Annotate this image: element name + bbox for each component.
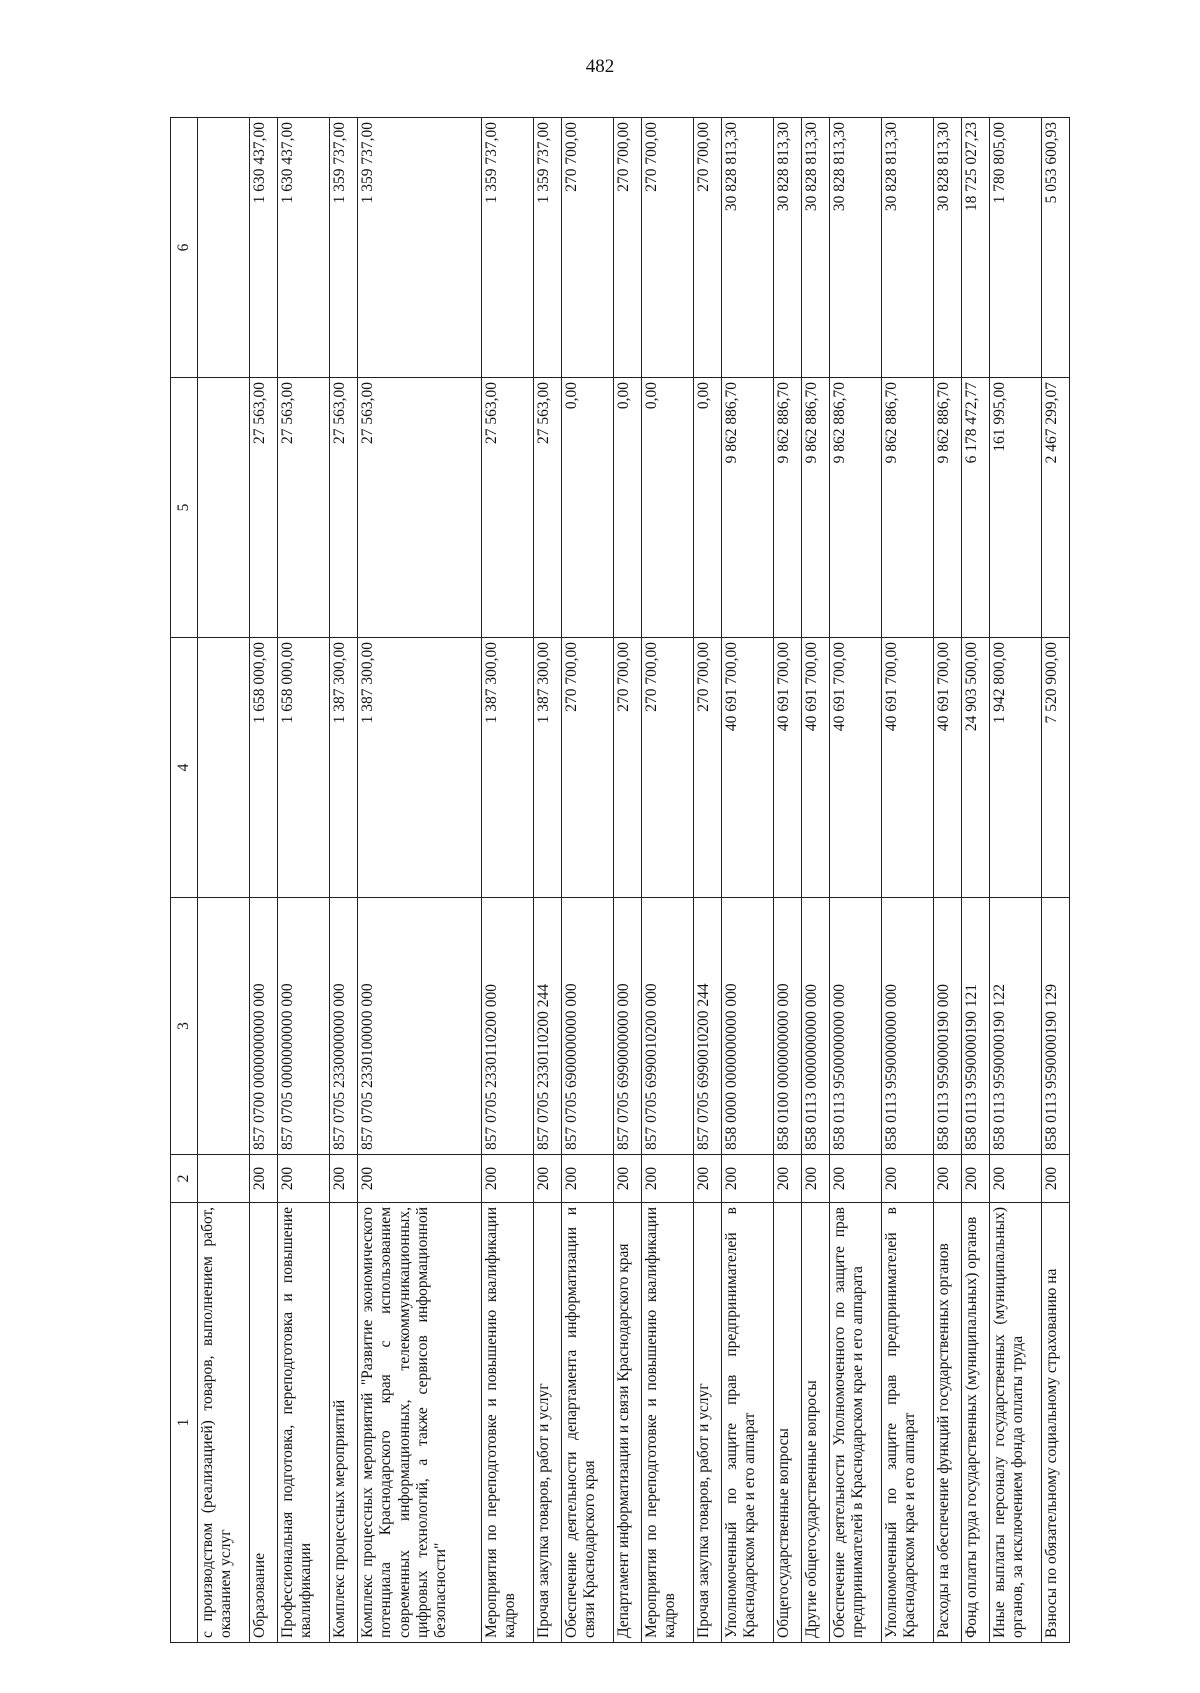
header-col-3: 3	[171, 898, 198, 1155]
row-unexecuted-cell: 1 359 737,00	[329, 118, 357, 378]
row-code-cell: 200	[989, 1155, 1041, 1203]
row-unexecuted-cell: 1 359 737,00	[482, 118, 534, 378]
row-code-cell	[198, 1155, 250, 1203]
row-kbk-cell: 858 0113 0000000000 000	[801, 898, 829, 1155]
table-row	[198, 118, 250, 1643]
row-approved-cell	[198, 638, 250, 898]
row-name-cell: с производством (реализацией) товаров, выполнением работ, оказанием услуг	[198, 1203, 250, 1643]
row-name-cell: Уполномоченный по защите прав предпринимателей в Краснодарском крае и его аппарат	[881, 1203, 933, 1643]
table-row	[641, 118, 693, 1643]
row-code-cell: 200	[614, 1155, 642, 1203]
row-unexecuted-cell: 30 828 813,30	[933, 118, 961, 378]
row-kbk-cell	[198, 898, 250, 1155]
row-code-cell: 200	[801, 1155, 829, 1203]
row-kbk-cell: 858 0113 9590000000 000	[881, 898, 933, 1155]
row-kbk-cell: 857 0705 2330110200 000	[482, 898, 534, 1155]
row-executed-cell: 0,00	[693, 378, 721, 638]
row-name-cell: Образование	[250, 1203, 278, 1643]
row-name-cell: Комплекс процессных мероприятий	[329, 1203, 357, 1643]
header-col-1: 1	[171, 1203, 198, 1643]
table-row	[277, 118, 329, 1643]
row-code-cell: 200	[641, 1155, 693, 1203]
row-name-cell: Комплекс процессных мероприятий "Развитие экономического потенциала Краснодарского края с использованием современных информационных, телекоммуникационных, цифровых технологий, а также сервисов информационной безопасности"	[357, 1203, 481, 1643]
row-executed-cell: 2 467 299,07	[1041, 378, 1069, 638]
row-executed-cell: 6 178 472,77	[961, 378, 989, 638]
table-row	[961, 118, 989, 1643]
row-approved-cell: 1 658 000,00	[250, 638, 278, 898]
row-kbk-cell: 858 0113 9500000000 000	[829, 898, 881, 1155]
row-code-cell: 200	[721, 1155, 773, 1203]
row-name-cell: Обеспечение деятельности департамента информатизации и связи Краснодарского края	[562, 1203, 614, 1643]
row-kbk-cell: 858 0113 9590000190 122	[989, 898, 1041, 1155]
row-approved-cell: 270 700,00	[641, 638, 693, 898]
row-executed-cell: 27 563,00	[534, 378, 562, 638]
row-name-cell: Фонд оплаты труда государственных (муниципальных) органов	[961, 1203, 989, 1643]
header-col-2: 2	[171, 1155, 198, 1203]
table-row	[534, 118, 562, 1643]
row-code-cell: 200	[1041, 1155, 1069, 1203]
row-executed-cell: 27 563,00	[357, 378, 481, 638]
row-unexecuted-cell: 1 359 737,00	[534, 118, 562, 378]
row-code-cell: 200	[562, 1155, 614, 1203]
table-row	[693, 118, 721, 1643]
row-executed-cell: 27 563,00	[250, 378, 278, 638]
row-approved-cell: 1 658 000,00	[277, 638, 329, 898]
row-executed-cell: 27 563,00	[482, 378, 534, 638]
row-name-cell: Уполномоченный по защите прав предпринимателей в Краснодарском крае и его аппарат	[721, 1203, 773, 1643]
table-row	[773, 118, 801, 1643]
row-name-cell: Общегосударственные вопросы	[773, 1203, 801, 1643]
row-unexecuted-cell: 5 053 600,93	[1041, 118, 1069, 378]
row-executed-cell	[198, 378, 250, 638]
table-row	[562, 118, 614, 1643]
table-row	[329, 118, 357, 1643]
row-code-cell: 200	[933, 1155, 961, 1203]
row-executed-cell: 9 862 886,70	[721, 378, 773, 638]
row-unexecuted-cell: 30 828 813,30	[773, 118, 801, 378]
row-name-cell: Мероприятия по переподготовке и повышению квалификации кадров	[641, 1203, 693, 1643]
row-name-cell: Иные выплаты персоналу государственных (муниципальных) органов, за исключением фонда оплаты труда	[989, 1203, 1041, 1643]
row-code-cell: 200	[829, 1155, 881, 1203]
row-unexecuted-cell	[198, 118, 250, 378]
row-unexecuted-cell: 30 828 813,30	[881, 118, 933, 378]
header-row	[171, 118, 198, 1643]
row-kbk-cell: 857 0705 6990010200 244	[693, 898, 721, 1155]
row-approved-cell: 1 387 300,00	[534, 638, 562, 898]
row-approved-cell: 40 691 700,00	[773, 638, 801, 898]
row-kbk-cell: 857 0705 2330110200 244	[534, 898, 562, 1155]
row-kbk-cell: 858 0000 0000000000 000	[721, 898, 773, 1155]
row-code-cell: 200	[773, 1155, 801, 1203]
row-approved-cell: 1 387 300,00	[482, 638, 534, 898]
row-approved-cell: 7 520 900,00	[1041, 638, 1069, 898]
header-col-6: 6	[171, 118, 198, 378]
row-unexecuted-cell: 1 630 437,00	[250, 118, 278, 378]
row-executed-cell: 9 862 886,70	[881, 378, 933, 638]
row-unexecuted-cell: 30 828 813,30	[829, 118, 881, 378]
row-unexecuted-cell: 30 828 813,30	[721, 118, 773, 378]
row-unexecuted-cell: 270 700,00	[641, 118, 693, 378]
row-approved-cell: 270 700,00	[614, 638, 642, 898]
row-unexecuted-cell: 270 700,00	[693, 118, 721, 378]
row-approved-cell: 1 942 800,00	[989, 638, 1041, 898]
row-approved-cell: 40 691 700,00	[881, 638, 933, 898]
row-name-cell: Взносы по обязательному социальному страхованию на	[1041, 1203, 1069, 1643]
row-unexecuted-cell: 1 359 737,00	[357, 118, 481, 378]
row-unexecuted-cell: 1 630 437,00	[277, 118, 329, 378]
row-kbk-cell: 857 0705 6990000000 000	[614, 898, 642, 1155]
row-approved-cell: 24 903 500,00	[961, 638, 989, 898]
page-number: 482	[585, 56, 615, 77]
row-kbk-cell: 857 0705 2330100000 000	[357, 898, 481, 1155]
row-code-cell: 200	[250, 1155, 278, 1203]
row-executed-cell: 0,00	[562, 378, 614, 638]
row-approved-cell: 1 387 300,00	[329, 638, 357, 898]
row-unexecuted-cell: 270 700,00	[614, 118, 642, 378]
row-name-cell: Прочая закупка товаров, работ и услуг	[534, 1203, 562, 1643]
row-executed-cell: 27 563,00	[329, 378, 357, 638]
row-kbk-cell: 857 0705 0000000000 000	[277, 898, 329, 1155]
header-col-5: 5	[171, 378, 198, 638]
row-code-cell: 200	[881, 1155, 933, 1203]
row-name-cell: Департамент информатизации и связи Краснодарского края	[614, 1203, 642, 1643]
table-row	[989, 118, 1041, 1643]
row-name-cell: Другие общегосударственные вопросы	[801, 1203, 829, 1643]
table-row	[357, 118, 481, 1643]
row-unexecuted-cell: 30 828 813,30	[801, 118, 829, 378]
row-code-cell: 200	[693, 1155, 721, 1203]
row-executed-cell: 9 862 886,70	[933, 378, 961, 638]
row-approved-cell: 40 691 700,00	[721, 638, 773, 898]
row-executed-cell: 9 862 886,70	[773, 378, 801, 638]
row-unexecuted-cell: 1 780 805,00	[989, 118, 1041, 378]
row-code-cell: 200	[277, 1155, 329, 1203]
row-name-cell: Профессиональная подготовка, переподготовка и повышение квалификации	[277, 1203, 329, 1643]
row-approved-cell: 40 691 700,00	[829, 638, 881, 898]
row-kbk-cell: 857 0705 6900000000 000	[562, 898, 614, 1155]
table-row	[614, 118, 642, 1643]
row-name-cell: Расходы на обеспечение функций государственных органов	[933, 1203, 961, 1643]
table-body	[198, 118, 1070, 1643]
row-kbk-cell: 858 0113 9590000190 129	[1041, 898, 1069, 1155]
row-kbk-cell: 858 0100 0000000000 000	[773, 898, 801, 1155]
row-kbk-cell: 857 0705 2330000000 000	[329, 898, 357, 1155]
table-row	[482, 118, 534, 1643]
table-row	[881, 118, 933, 1643]
row-executed-cell: 0,00	[641, 378, 693, 638]
row-code-cell: 200	[329, 1155, 357, 1203]
row-executed-cell: 9 862 886,70	[829, 378, 881, 638]
row-code-cell: 200	[961, 1155, 989, 1203]
row-approved-cell: 270 700,00	[693, 638, 721, 898]
row-unexecuted-cell: 270 700,00	[562, 118, 614, 378]
row-executed-cell: 27 563,00	[277, 378, 329, 638]
table-row	[801, 118, 829, 1643]
row-code-cell: 200	[534, 1155, 562, 1203]
row-code-cell: 200	[357, 1155, 481, 1203]
table-row	[721, 118, 773, 1643]
table-row	[1041, 118, 1069, 1643]
table-row	[933, 118, 961, 1643]
row-approved-cell: 40 691 700,00	[933, 638, 961, 898]
row-executed-cell: 0,00	[614, 378, 642, 638]
row-kbk-cell: 858 0113 9590000190 121	[961, 898, 989, 1155]
row-kbk-cell: 857 0700 0000000000 000	[250, 898, 278, 1155]
row-approved-cell: 40 691 700,00	[801, 638, 829, 898]
row-code-cell: 200	[482, 1155, 534, 1203]
row-name-cell: Мероприятия по переподготовке и повышению квалификации кадров	[482, 1203, 534, 1643]
header-col-4: 4	[171, 638, 198, 898]
budget-table	[170, 117, 1070, 1643]
row-name-cell: Прочая закупка товаров, работ и услуг	[693, 1203, 721, 1643]
row-kbk-cell: 857 0705 6990010200 000	[641, 898, 693, 1155]
table-row	[250, 118, 278, 1643]
row-executed-cell: 9 862 886,70	[801, 378, 829, 638]
row-approved-cell: 270 700,00	[562, 638, 614, 898]
row-executed-cell: 161 995,00	[989, 378, 1041, 638]
row-unexecuted-cell: 18 725 027,23	[961, 118, 989, 378]
budget-table-frame	[170, 118, 1070, 1643]
row-kbk-cell: 858 0113 9590000190 000	[933, 898, 961, 1155]
row-approved-cell: 1 387 300,00	[357, 638, 481, 898]
row-name-cell: Обеспечение деятельности Уполномоченного по защите прав предпринимателей в Краснодарском крае и его аппарата	[829, 1203, 881, 1643]
table-row	[829, 118, 881, 1643]
